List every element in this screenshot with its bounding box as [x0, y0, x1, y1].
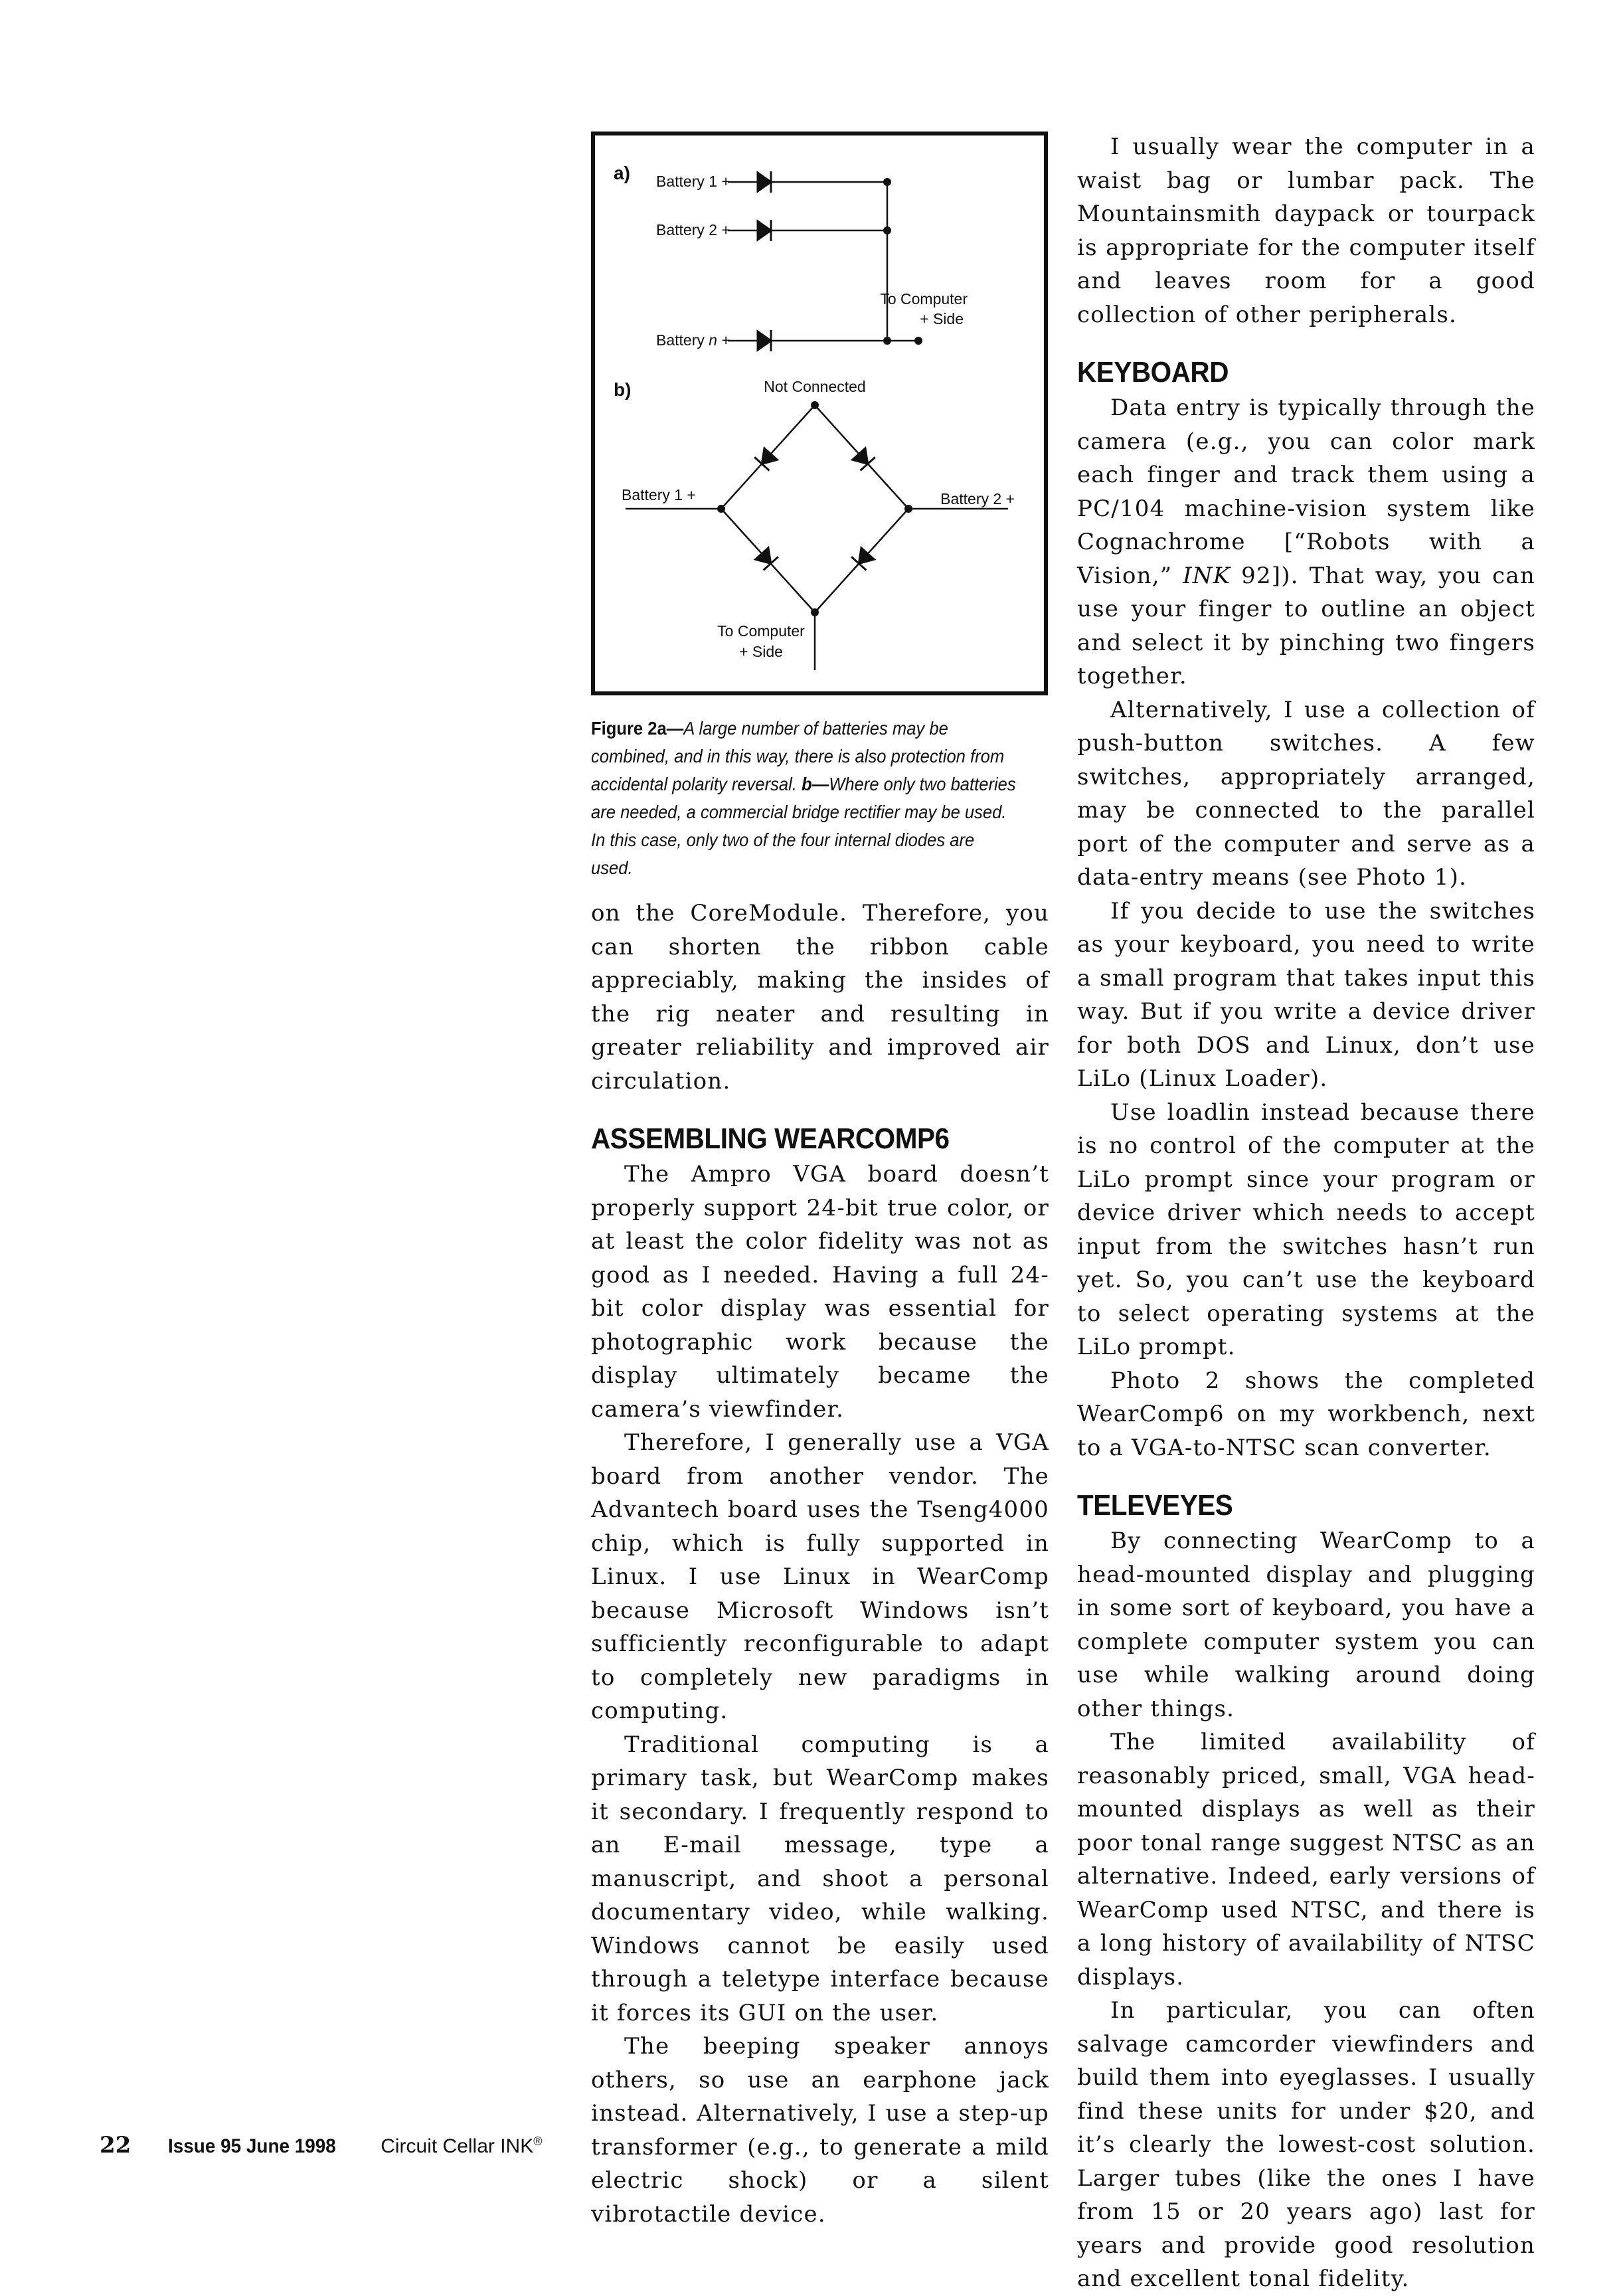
diode-icon	[758, 173, 771, 191]
figure-2-schematic	[591, 132, 1048, 695]
right-column	[1077, 130, 1535, 2296]
label-battery-1: Battery 1 +	[656, 173, 730, 190]
middle-column	[591, 897, 1049, 2231]
diode-icon	[758, 331, 771, 350]
junction-dot	[883, 337, 891, 345]
paragraph-beeping: The beeping speaker annoys others, so use an earphone jack instead. Alternatively, I use a step-up transformer (e.g., to generate a mild electric shock) or a silent vibrotactile device.	[591, 2033, 1049, 2228]
label-bridge-battery-1: Battery 1 +	[622, 486, 696, 503]
page-number: 22	[100, 2132, 131, 2159]
paragraph-continued: on the CoreModule. Therefore, you can shorten the ribbon cable appreciably, making the insides of the rig neater and resulting in greater reliability and improved air circulation.	[591, 900, 1049, 1095]
junction-dot	[811, 401, 819, 409]
page-footer	[100, 2132, 543, 2159]
paragraph-limited: The limited availability of reasonably priced, small, VGA head-mounted displays as well as their poor tonal range suggest NTSC as an alternative. Indeed, early versions of WearComp used NTSC, and there is a long history of availability of NTSC displays.	[1077, 1729, 1535, 1990]
caption-text-b: Where only two batteries are needed, a commercial bridge rectifier may be used. In this case, only two of the four internal diodes are used.	[591, 774, 1016, 878]
paragraph-connecting: By connecting WearComp to a head-mounted display and plugging in some sort of keyboard, you have a complete computer system you can use while walking around doing other things.	[1077, 1528, 1535, 1722]
paragraph-photo-2: Photo 2 shows the completed WearComp6 on my workbench, next to a VGA-to-NTSC scan converter.	[1077, 1367, 1535, 1461]
paragraph-ampro: The Ampro VGA board doesn’t properly support 24-bit true color, or at least the color fidelity was not as good as I needed. Having a full 24-bit color display was essential for photographic work because the display ultimately became the camera’s viewfinder.	[591, 1161, 1049, 1423]
heading-televeyes: TELEVEYES	[1077, 1489, 1233, 1522]
junction-dot	[904, 505, 912, 513]
paragraph-therefore: Therefore, I generally use a VGA board from another vendor. The Advantech board uses the Tseng4000 chip, which is fully supported in Linux. I use Linux in WearComp because Microsoft Windows isn’t sufficiently reconfigurable to adapt to completely new paradigms in computing.	[591, 1429, 1049, 1724]
paragraph-particular: In particular, you can often salvage camcorder viewfinders and build them into eyeglasses. I usually find these units for under $20, and it’s clearly the lowest-cost solution. Larger tubes (like the ones I have from 15 or 20 years ago) last for years and provide good resolution and excellent tonal fidelity.	[1077, 1997, 1535, 2292]
paragraph-data-entry: Data entry is typically through the camera (e.g., you can color mark each finger and track them using a PC/104 machine-vision system like Cognachrome [“Robots with a Vision,” INK 92]). That way, you can use your finger to outline an object and select it by pinching two fingers together.	[1077, 395, 1535, 689]
junction-dot	[883, 226, 891, 234]
caption-label-a: Figure 2a—	[591, 718, 684, 739]
schematic-diagram	[595, 135, 1052, 699]
paragraph-waist-bag: I usually wear the computer in a waist bag or lumbar pack. The Mountainsmith daypack or tourpack is appropriate for the computer itself and leaves room for a good collection of other peripherals.	[1077, 133, 1535, 328]
paragraph-traditional: Traditional computing is a primary task, but WearComp makes it secondary. I frequently respond to an E-mail message, type a manuscript, and shoot a personal documentary video, while walking. Windows cannot be easily used through a teletype interface because it forces its GUI on the user.	[591, 1731, 1049, 2026]
panel-a-label: a)	[614, 163, 630, 183]
paragraph-alternatively: Alternatively, I use a collection of push-button switches. A few switches, appropriately arranged, may be connected to the parallel port of the computer and serve as a data-entry means (see Photo 1).	[1077, 696, 1535, 891]
magazine-name: Circuit Cellar INK®	[381, 2135, 543, 2157]
label-battery-2: Battery 2 +	[656, 221, 730, 238]
paragraph-loadlin: Use loadlin instead because there is no control of the computer at the LiLo prompt since your program or device driver which needs to accept input from the switches hasn’t run yet. So, you can’t use the keyboard to select operating systems at the LiLo prompt.	[1077, 1099, 1535, 1360]
figure-caption	[591, 715, 1017, 882]
label-to-computer-a-1: To Computer	[880, 290, 968, 308]
junction-dot	[883, 178, 891, 186]
issue-info: Issue 95 June 1998	[168, 2135, 337, 2157]
label-to-computer-a-2: + Side	[920, 310, 964, 327]
diode-icon	[758, 221, 771, 240]
paragraph-if-you-decide: If you decide to use the switches as your keyboard, you need to write a small program that takes input this way. But if you write a device driver for both DOS and Linux, don’t use LiLo (Linux Loader).	[1077, 897, 1535, 1092]
caption-text-a: A large number of batteries may be combined, and in this way, there is also protection from accidental polarity reversal.	[591, 718, 1005, 794]
junction-dot	[914, 337, 922, 345]
junction-dot	[717, 505, 725, 513]
label-bridge-battery-2: Battery 2 +	[940, 490, 1015, 507]
panel-b-label: b)	[614, 379, 632, 400]
caption-label-b: b—	[801, 774, 829, 794]
label-to-computer-b-2: + Side	[739, 643, 783, 660]
heading-keyboard: KEYBOARD	[1077, 356, 1229, 389]
junction-dot	[811, 608, 819, 616]
label-not-connected: Not Connected	[764, 378, 866, 395]
label-battery-n: Battery n +	[656, 331, 730, 349]
label-to-computer-b-1: To Computer	[717, 622, 805, 640]
heading-assembling-wearcomp6: ASSEMBLING WEARCOMP6	[591, 1122, 950, 1155]
